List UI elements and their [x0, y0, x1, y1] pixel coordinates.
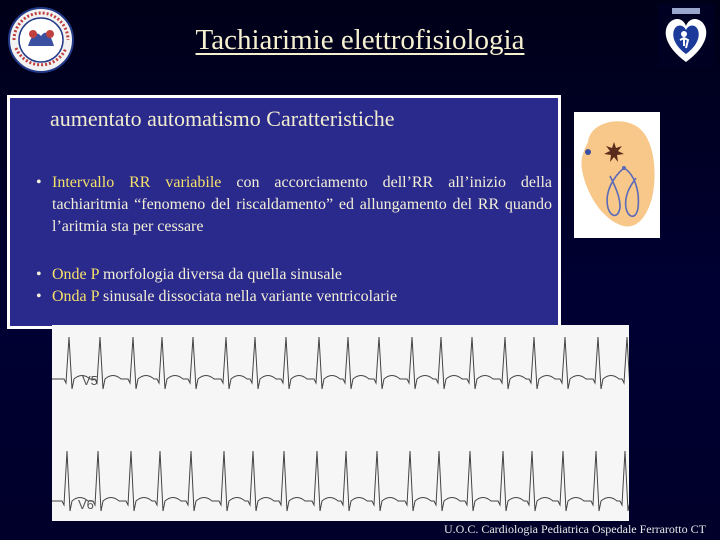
ecg-lead-label: V5 [82, 373, 98, 388]
heart-diagram [574, 112, 660, 238]
footer-credit: U.O.C. Cardiologia Pediatrica Ospedale Ferrarotto CT [444, 522, 706, 536]
bullet-item [32, 172, 552, 238]
bullet-icon: • [36, 174, 42, 191]
content-box [7, 95, 561, 329]
university-seal-logo [4, 6, 78, 74]
bullet-item [32, 286, 552, 308]
bullet-highlight: Onda P [52, 288, 99, 305]
bullet-text: con accorciamento dell’RR all’inizio della tachiaritmia “fenomeno del riscaldamento” ed allungamento del RR quando l’aritmia sta per cessare [52, 174, 553, 235]
bullet-list [32, 172, 552, 308]
slide-title: Tachiarimie elettrofisiologia [195, 24, 525, 56]
section-subtitle: aumentato automatismo Caratteristiche [50, 106, 395, 131]
ecg-strip [52, 325, 629, 521]
bullet-highlight: Intervallo RR variabile [52, 174, 222, 191]
bullet-text: morfologia diversa da quella sinusale [98, 266, 343, 283]
pediatric-cardiology-logo [658, 4, 714, 68]
bullet-highlight: Onde P [52, 266, 99, 283]
ecg-lead-label: V6 [78, 497, 94, 512]
bullet-text: sinusale dissociata nella variante ventricolarie [98, 288, 398, 305]
ecg-trace-upper [52, 337, 629, 389]
bullet-item [32, 264, 552, 286]
bullet-icon: • [36, 266, 42, 283]
bullet-icon: • [36, 288, 42, 305]
ecg-trace-lower [52, 451, 629, 511]
